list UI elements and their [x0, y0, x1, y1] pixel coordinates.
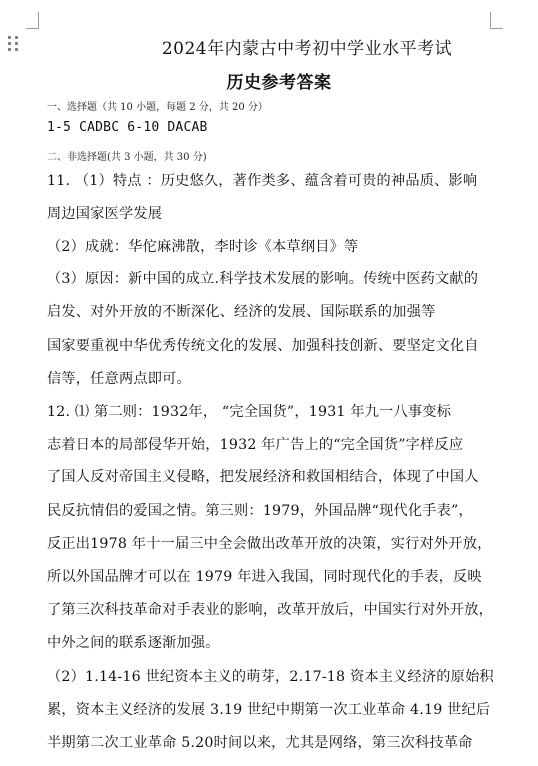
answer-line: 国家要重视中华优秀传统文化的发展、加强科技创新、要坚定文化自 [47, 338, 479, 354]
document-title: 2024年内蒙古中考初中学业水平考试 [161, 39, 453, 59]
choice-answers: 1-5 CADBC 6-10 DACAB [47, 120, 208, 135]
answer-line: 周边国家医学发展 [47, 206, 163, 222]
section2-heading: 二、非选择题(共 3 小题，共 30 分) [47, 152, 207, 163]
answer-line: 志着日本的局部侵华开始，1932 年广告上的“完全国货”字样反应 [47, 437, 464, 453]
answer-line: 民反抗情侣的爱国之情。第三则：1979，外国品牌“现代化手表”， [47, 503, 473, 519]
answer-line: 半期第二次工业革命 5.20时间以来，尤其是网络，第三次科技革命 [47, 735, 473, 751]
answer-line: （2）1.14-16 世纪资本主义的萌芽，2.17-18 资本主义经济的原始积 [47, 669, 494, 685]
answer-line: 了第三次科技革命对手表业的影响，改革开放后，中国实行对外开放， [47, 602, 494, 618]
document-subtitle: 历史参考答案 [226, 73, 332, 93]
answer-line: （3）原因：新中国的成立.科学技术发展的影响。传统中医药文献的 [47, 271, 479, 287]
answer-line: 了国人反对帝国主义侵略，把发展经济和救国相结合，体现了中国人 [47, 469, 479, 485]
answer-line: 12. ⑴ 第二则：1932年， “完全国货”，1931 年九一八事变标 [47, 404, 452, 420]
section1-heading: 一、选择题（共 10 小题，每题 2 分，共 20 分） [47, 102, 268, 113]
answer-line: 信等，任意两点即可。 [47, 371, 191, 387]
answer-line: 反正出1978 年十一届三中全会做出改革开放的决策，实行对外开放， [47, 536, 492, 552]
answer-line: 11. （1）特点 ：历史悠久，著作类多、蕴含着可贵的神品质、影响 [47, 173, 478, 189]
page-corner-mark-top-left [26, 12, 39, 29]
answer-line: 中外之间的联系逐渐加强。 [47, 635, 220, 651]
answer-line: 所以外国品牌才可以在 1979 年进入我国，同时现代化的手表，反映 [47, 569, 482, 585]
page-corner-mark-top-right [490, 12, 503, 29]
answer-line: 启发、对外开放的不断深化、经济的发展、国际联系的加强等 [47, 304, 436, 320]
answer-line: （2）成就：华佗麻沸散，李时诊《本草纲目》等 [47, 239, 359, 255]
answer-line: 累，资本主义经济的发展 3.19 世纪中期第一次工业革命 4.19 世纪后 [47, 702, 491, 718]
